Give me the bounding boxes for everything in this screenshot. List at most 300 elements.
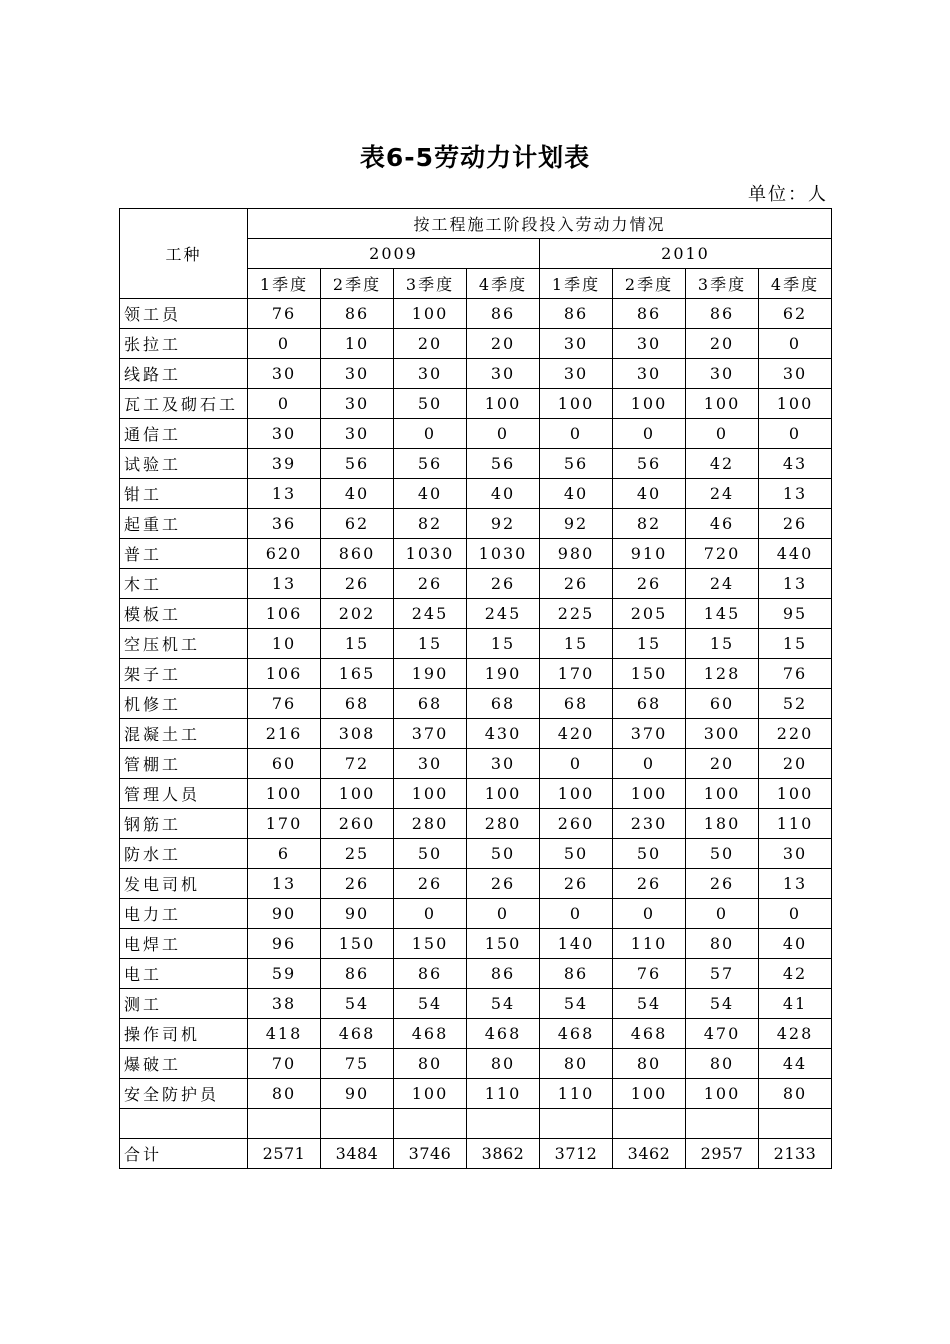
table-cell: 0 [759,419,832,449]
table-cell: 370 [613,719,686,749]
row-label: 防水工 [120,839,248,869]
table-cell: 170 [540,659,613,689]
table-cell: 216 [248,719,321,749]
table-cell: 50 [467,839,540,869]
table-cell: 26 [540,869,613,899]
row-label: 混凝土工 [120,719,248,749]
table-row [120,389,832,419]
table-cell: 26 [613,869,686,899]
table-cell: 20 [394,329,467,359]
table-row [120,539,832,569]
table-cell: 440 [759,539,832,569]
table-cell: 82 [394,509,467,539]
table-cell: 15 [467,629,540,659]
table-cell: 92 [540,509,613,539]
table-cell: 68 [321,689,394,719]
table-cell: 150 [467,929,540,959]
table-cell: 54 [686,989,759,1019]
table-cell: 54 [613,989,686,1019]
table-cell: 13 [759,569,832,599]
table-cell: 56 [613,449,686,479]
header-quarter: 3季度 [686,269,759,299]
table-cell: 180 [686,809,759,839]
table-cell: 190 [394,659,467,689]
table-cell: 145 [686,599,759,629]
table-cell: 86 [540,299,613,329]
row-label: 机修工 [120,689,248,719]
table-cell: 56 [394,449,467,479]
row-label: 钢筋工 [120,809,248,839]
table-cell: 308 [321,719,394,749]
row-label: 发电司机 [120,869,248,899]
table-cell: 202 [321,599,394,629]
table-cell: 24 [686,479,759,509]
table-cell: 128 [686,659,759,689]
table-cell: 80 [686,1049,759,1079]
table-cell: 13 [759,479,832,509]
header-quarter: 1季度 [248,269,321,299]
table-row [120,599,832,629]
header-year-2010: 2010 [540,239,832,269]
table-cell: 40 [467,479,540,509]
table-cell: 468 [394,1019,467,1049]
table-cell: 80 [540,1049,613,1079]
table-cell: 76 [613,959,686,989]
table-cell: 100 [394,1079,467,1109]
table-cell: 0 [540,419,613,449]
table-cell: 76 [248,299,321,329]
row-label: 领工员 [120,299,248,329]
table-cell: 54 [321,989,394,1019]
table-cell: 26 [686,869,759,899]
page-title: 表6-5劳动力计划表 [359,143,591,172]
table-cell: 15 [321,629,394,659]
header-row-group [120,209,832,239]
table-cell: 86 [321,959,394,989]
table-cell: 0 [394,899,467,929]
table-cell: 96 [248,929,321,959]
table-cell: 10 [321,329,394,359]
table-cell: 100 [759,389,832,419]
empty-cell [759,1109,832,1139]
table-row [120,929,832,959]
table-cell: 80 [394,1049,467,1079]
row-label: 测工 [120,989,248,1019]
table-cell: 0 [540,899,613,929]
row-label: 通信工 [120,419,248,449]
table-cell: 38 [248,989,321,1019]
table-row [120,449,832,479]
table-cell: 26 [540,569,613,599]
table-cell: 39 [248,449,321,479]
table-cell: 468 [321,1019,394,1049]
blank-row [120,1109,832,1139]
row-label: 起重工 [120,509,248,539]
table-cell: 57 [686,959,759,989]
table-cell: 100 [613,389,686,419]
table-cell: 220 [759,719,832,749]
table-cell: 280 [394,809,467,839]
table-cell: 26 [467,869,540,899]
table-cell: 470 [686,1019,759,1049]
table-cell: 40 [321,479,394,509]
table-cell: 86 [467,299,540,329]
table-row [120,809,832,839]
table-cell: 430 [467,719,540,749]
table-row [120,689,832,719]
table-cell: 60 [248,749,321,779]
table-cell: 0 [759,899,832,929]
table-cell: 30 [686,359,759,389]
table-cell: 150 [321,929,394,959]
table-cell: 620 [248,539,321,569]
table-cell: 1030 [467,539,540,569]
table-cell: 468 [613,1019,686,1049]
table-cell: 76 [248,689,321,719]
table-row [120,419,832,449]
table-cell: 0 [248,329,321,359]
table-cell: 70 [248,1049,321,1079]
table-cell: 110 [759,809,832,839]
table-cell: 30 [540,359,613,389]
table-cell: 86 [321,299,394,329]
table-cell: 100 [686,779,759,809]
row-label: 模板工 [120,599,248,629]
table-cell: 80 [467,1049,540,1079]
table-cell: 0 [540,749,613,779]
table-cell: 50 [540,839,613,869]
row-label: 瓦工及砌石工 [120,389,248,419]
table-cell: 260 [321,809,394,839]
row-label: 架子工 [120,659,248,689]
header-quarter: 2季度 [613,269,686,299]
table-cell: 100 [759,779,832,809]
table-cell: 30 [759,359,832,389]
table-cell: 230 [613,809,686,839]
table-cell: 13 [248,869,321,899]
table-cell: 15 [613,629,686,659]
table-cell: 50 [686,839,759,869]
header-quarter: 3季度 [394,269,467,299]
table-row [120,659,832,689]
row-label: 合计 [120,1139,248,1169]
empty-cell [540,1109,613,1139]
table-cell: 92 [467,509,540,539]
table-cell: 245 [394,599,467,629]
table-cell: 86 [686,299,759,329]
header-type: 工种 [120,209,248,299]
table-row [120,629,832,659]
row-label: 电焊工 [120,929,248,959]
table-cell: 100 [540,389,613,419]
table-row [120,959,832,989]
row-label: 试验工 [120,449,248,479]
row-label: 电力工 [120,899,248,929]
table-cell: 30 [467,749,540,779]
table-cell: 41 [759,989,832,1019]
table-cell: 26 [759,509,832,539]
header-quarter: 4季度 [467,269,540,299]
row-label: 操作司机 [120,1019,248,1049]
table-cell: 150 [613,659,686,689]
table-cell: 26 [613,569,686,599]
table-cell: 0 [686,899,759,929]
table-cell: 26 [394,569,467,599]
table-cell: 30 [321,419,394,449]
empty-cell [120,1109,248,1139]
table-cell: 30 [248,359,321,389]
table-cell: 106 [248,659,321,689]
table-row [120,839,832,869]
table-cell: 106 [248,599,321,629]
table-cell: 20 [686,329,759,359]
table-cell: 225 [540,599,613,629]
table-row [120,299,832,329]
header-quarter: 4季度 [759,269,832,299]
table-cell: 100 [467,779,540,809]
table-cell: 80 [248,1079,321,1109]
table-cell: 42 [686,449,759,479]
table-cell: 0 [613,749,686,779]
table-cell: 56 [321,449,394,479]
table-cell: 30 [321,359,394,389]
table-cell: 2957 [686,1139,759,1169]
table-cell: 10 [248,629,321,659]
table-row [120,329,832,359]
table-cell: 30 [467,359,540,389]
table-row [120,1019,832,1049]
table-cell: 0 [613,899,686,929]
table-cell: 100 [686,389,759,419]
header-quarter: 1季度 [540,269,613,299]
table-row [120,569,832,599]
table-cell: 0 [613,419,686,449]
table-cell: 56 [540,449,613,479]
table-cell: 3746 [394,1139,467,1169]
table-cell: 0 [686,419,759,449]
table-row [120,1079,832,1109]
table-cell: 68 [613,689,686,719]
table-cell: 0 [467,899,540,929]
table-cell: 150 [394,929,467,959]
header-year-2009: 2009 [248,239,540,269]
table-cell: 26 [321,869,394,899]
table-cell: 245 [467,599,540,629]
table-cell: 30 [394,749,467,779]
table-cell: 76 [759,659,832,689]
row-label: 爆破工 [120,1049,248,1079]
table-cell: 260 [540,809,613,839]
table-row [120,899,832,929]
table-cell: 50 [613,839,686,869]
table-cell: 86 [613,299,686,329]
table-cell: 15 [540,629,613,659]
table-cell: 30 [248,419,321,449]
table-cell: 860 [321,539,394,569]
table-cell: 86 [394,959,467,989]
table-cell: 24 [686,569,759,599]
table-cell: 110 [467,1079,540,1109]
table-cell: 15 [759,629,832,659]
table-cell: 30 [394,359,467,389]
empty-cell [321,1109,394,1139]
row-label: 管理人员 [120,779,248,809]
table-cell: 30 [321,389,394,419]
row-label: 木工 [120,569,248,599]
table-cell: 100 [394,779,467,809]
table-cell: 720 [686,539,759,569]
table-cell: 30 [540,329,613,359]
table-cell: 15 [686,629,759,659]
table-cell: 468 [540,1019,613,1049]
table-row [120,479,832,509]
table-cell: 36 [248,509,321,539]
table-row [120,989,832,1019]
labor-plan-table [119,208,832,1169]
row-label: 钳工 [120,479,248,509]
table-cell: 100 [321,779,394,809]
table-cell: 72 [321,749,394,779]
table-cell: 6 [248,839,321,869]
table-cell: 80 [613,1049,686,1079]
table-cell: 20 [759,749,832,779]
table-cell: 90 [248,899,321,929]
table-cell: 13 [248,569,321,599]
table-cell: 2133 [759,1139,832,1169]
table-cell: 205 [613,599,686,629]
table-cell: 75 [321,1049,394,1079]
table-cell: 54 [540,989,613,1019]
table-cell: 40 [613,479,686,509]
table-cell: 3862 [467,1139,540,1169]
table-cell: 100 [686,1079,759,1109]
table-cell: 20 [686,749,759,779]
header-quarter: 2季度 [321,269,394,299]
table-cell: 62 [759,299,832,329]
table-row [120,509,832,539]
table-row [120,779,832,809]
table-cell: 0 [467,419,540,449]
row-label: 张拉工 [120,329,248,359]
table-cell: 2571 [248,1139,321,1169]
table-cell: 110 [540,1079,613,1109]
table-cell: 910 [613,539,686,569]
table-cell: 110 [613,929,686,959]
table-cell: 100 [248,779,321,809]
table-cell: 300 [686,719,759,749]
empty-cell [467,1109,540,1139]
table-cell: 13 [248,479,321,509]
table-cell: 20 [467,329,540,359]
table-cell: 26 [321,569,394,599]
table-cell: 0 [394,419,467,449]
table-cell: 30 [759,839,832,869]
table-cell: 418 [248,1019,321,1049]
table-cell: 980 [540,539,613,569]
table-cell: 86 [540,959,613,989]
table-cell: 420 [540,719,613,749]
empty-cell [613,1109,686,1139]
table-cell: 44 [759,1049,832,1079]
table-cell: 280 [467,809,540,839]
table-cell: 100 [613,1079,686,1109]
table-row [120,869,832,899]
table-cell: 90 [321,1079,394,1109]
table-cell: 3484 [321,1139,394,1169]
table-cell: 82 [613,509,686,539]
unit-label: 单位：人 [748,184,828,205]
total-row [120,1139,832,1169]
table-cell: 86 [467,959,540,989]
table-cell: 52 [759,689,832,719]
table-cell: 50 [394,389,467,419]
table-cell: 3462 [613,1139,686,1169]
table-cell: 95 [759,599,832,629]
table-cell: 428 [759,1019,832,1049]
table-row [120,1049,832,1079]
table-cell: 80 [759,1079,832,1109]
table-cell: 100 [467,389,540,419]
row-label: 线路工 [120,359,248,389]
table-row [120,719,832,749]
row-label: 安全防护员 [120,1079,248,1109]
table-row [120,749,832,779]
table-cell: 100 [613,779,686,809]
header-group: 按工程施工阶段投入劳动力情况 [248,209,832,239]
table-cell: 40 [540,479,613,509]
table-cell: 50 [394,839,467,869]
table-cell: 190 [467,659,540,689]
table-cell: 0 [759,329,832,359]
table-cell: 40 [759,929,832,959]
table-cell: 68 [394,689,467,719]
table-cell: 100 [540,779,613,809]
table-cell: 59 [248,959,321,989]
table-cell: 1030 [394,539,467,569]
table-cell: 15 [394,629,467,659]
table-cell: 100 [394,299,467,329]
table-cell: 42 [759,959,832,989]
table-cell: 25 [321,839,394,869]
row-label: 空压机工 [120,629,248,659]
table-cell: 56 [467,449,540,479]
table-cell: 468 [467,1019,540,1049]
table-cell: 3712 [540,1139,613,1169]
table-cell: 46 [686,509,759,539]
table-cell: 54 [467,989,540,1019]
table-cell: 165 [321,659,394,689]
row-label: 管棚工 [120,749,248,779]
table-cell: 13 [759,869,832,899]
table-row [120,359,832,389]
table-cell: 80 [686,929,759,959]
table-cell: 170 [248,809,321,839]
table-cell: 370 [394,719,467,749]
table-cell: 0 [248,389,321,419]
row-label: 电工 [120,959,248,989]
empty-cell [394,1109,467,1139]
table-cell: 90 [321,899,394,929]
table-cell: 26 [467,569,540,599]
table-cell: 62 [321,509,394,539]
table-cell: 68 [467,689,540,719]
table-cell: 43 [759,449,832,479]
table-cell: 140 [540,929,613,959]
table-cell: 68 [540,689,613,719]
table-cell: 30 [613,329,686,359]
row-label: 普工 [120,539,248,569]
table-cell: 60 [686,689,759,719]
